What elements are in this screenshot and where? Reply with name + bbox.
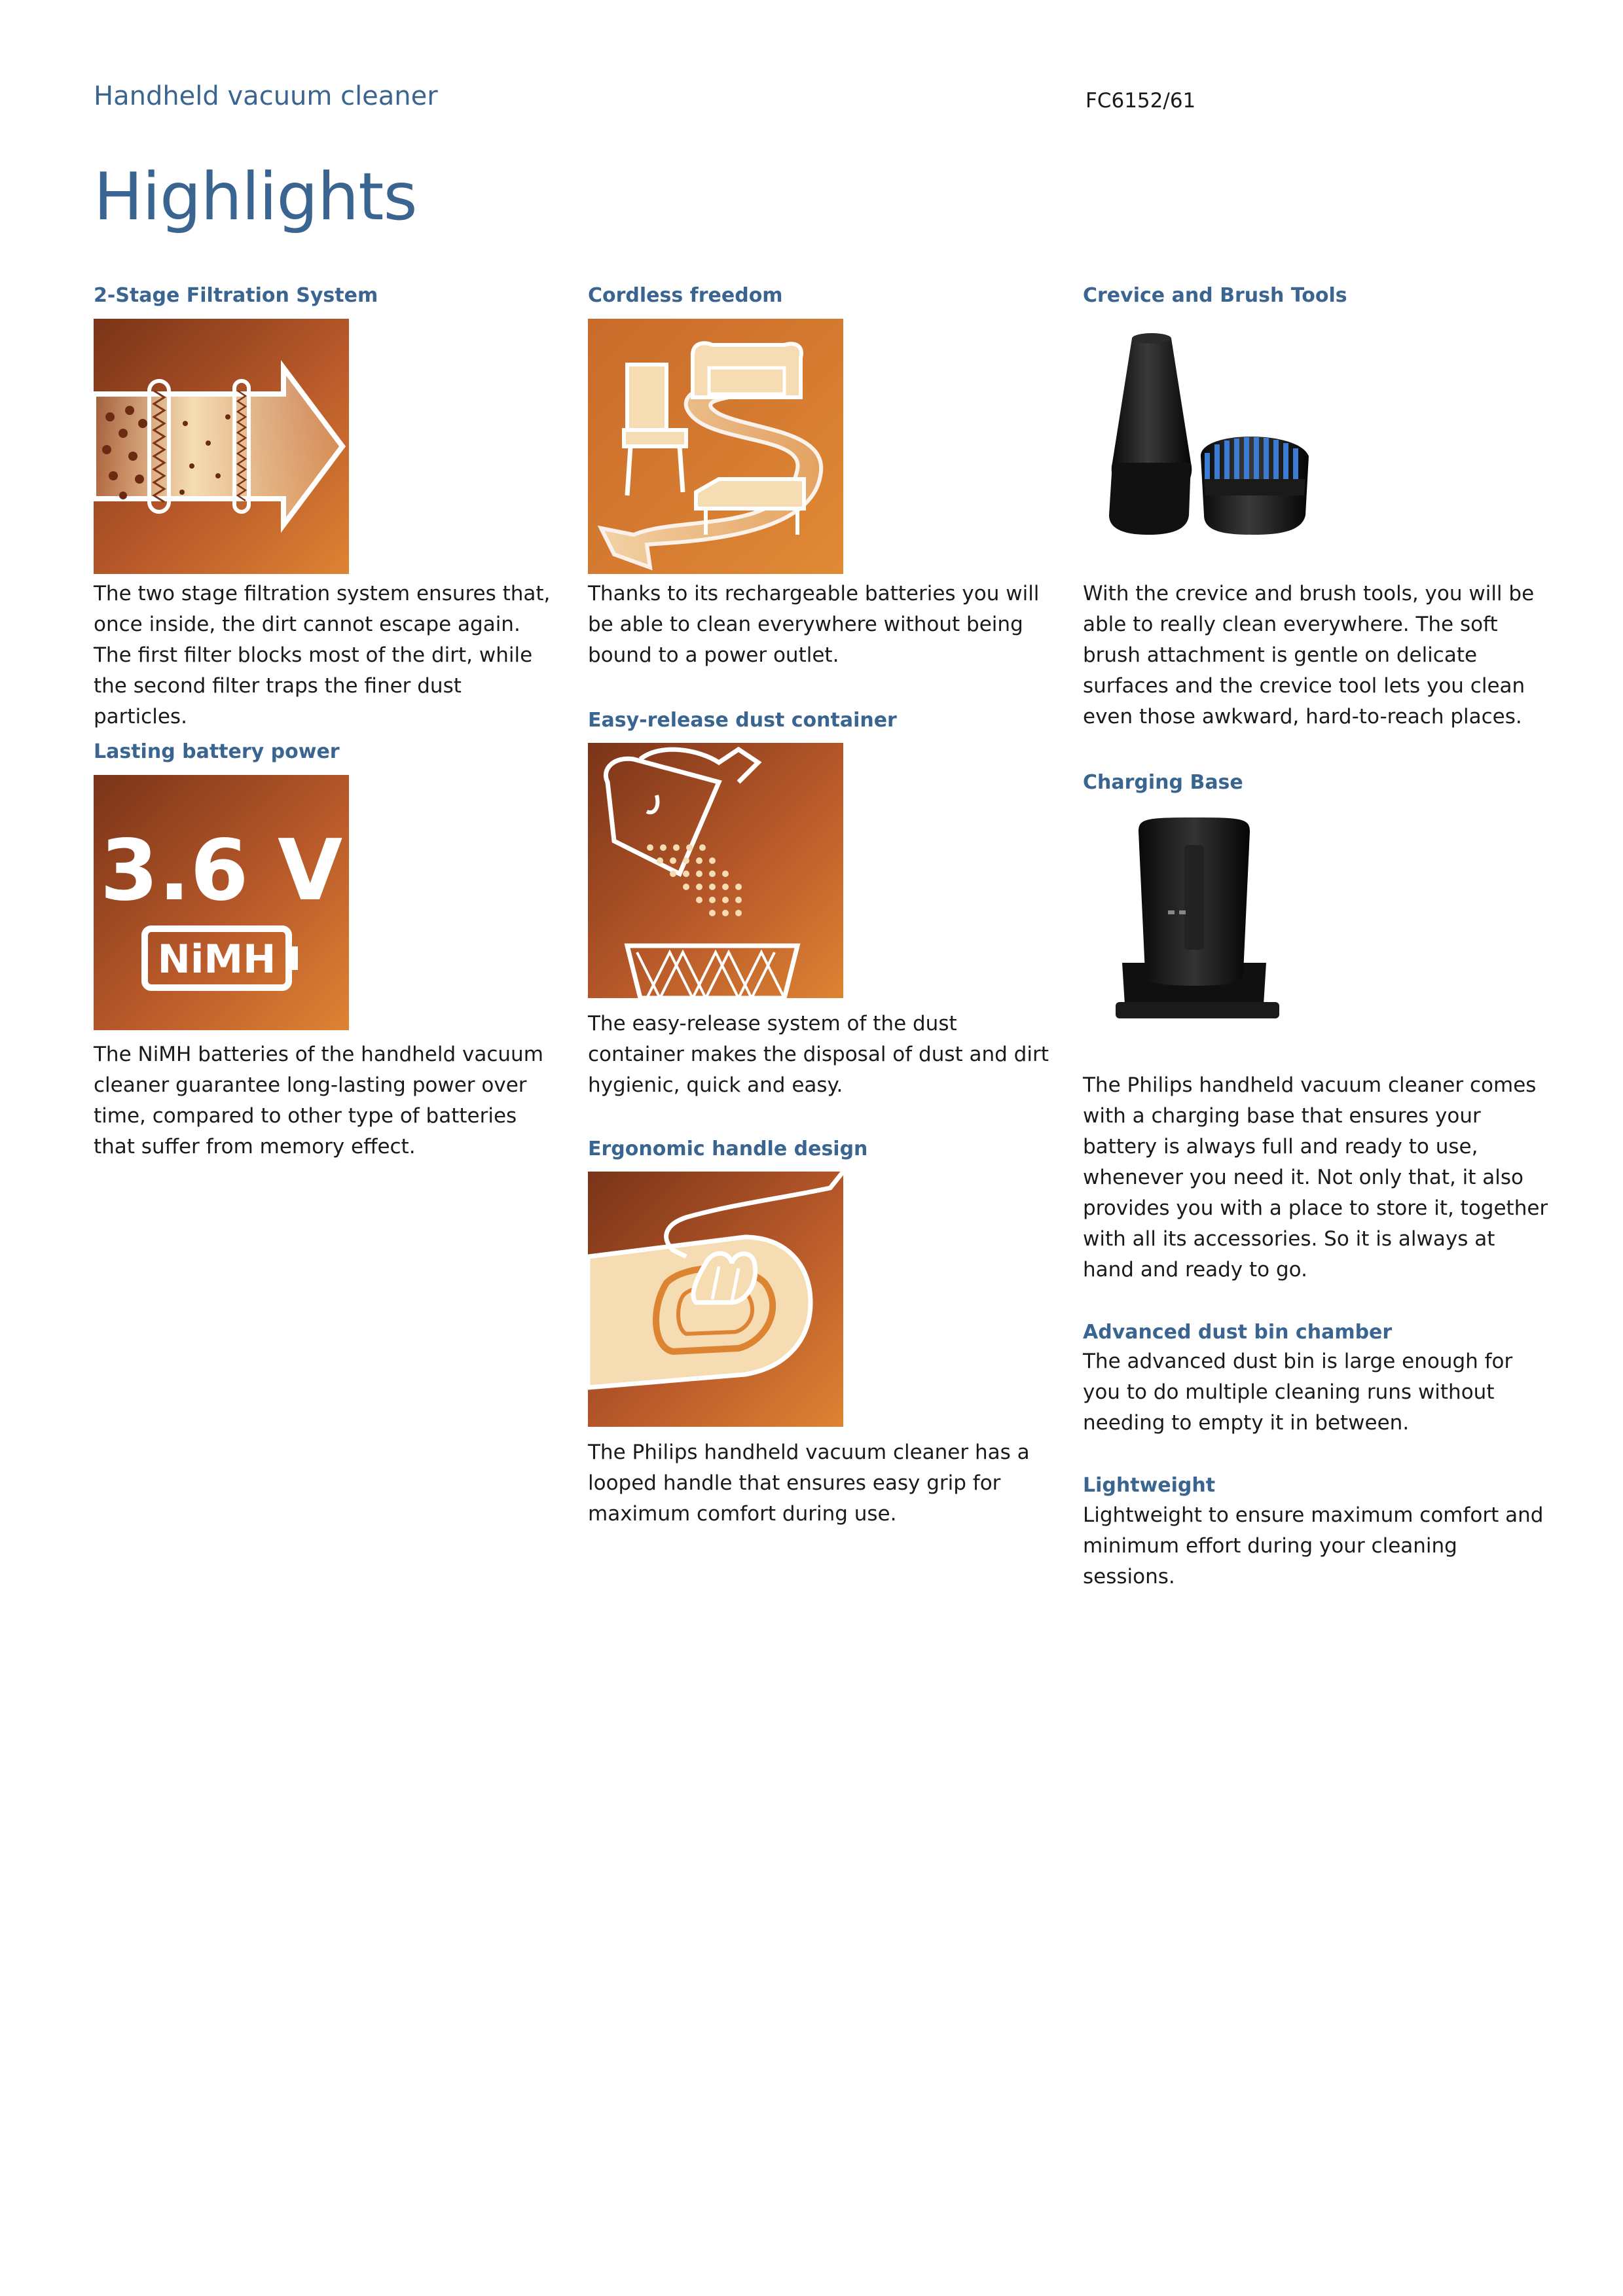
- feature-text-lightweight: Lightweight to ensure maximum comfort and minimum effort during your cleaning sessions.: [1083, 1503, 1544, 1588]
- feature-text-filtration: The two stage filtration system ensures that, once inside, the dirt cannot escape again. The first filter blocks most of the dirt, while the second filter traps the finer dust particles.: [94, 582, 551, 728]
- battery-type: NiMH: [157, 937, 276, 982]
- feature-title-handle: Ergonomic handle design: [588, 1138, 868, 1160]
- feature-title-filtration: 2-Stage Filtration System: [94, 284, 378, 307]
- charging-base-photo: [1083, 806, 1338, 1061]
- feature-text-dust-container: The easy-release system of the dust container makes the disposal of dust and dirt hygienic, quick and easy.: [588, 1012, 1049, 1097]
- page-title: Highlights: [94, 158, 417, 235]
- feature-title-dust-container: Easy-release dust container: [588, 709, 897, 732]
- feature-text-battery: The NiMH batteries of the handheld vacuum cleaner guarantee long-lasting power over time, compared to other type of batteries that suffer from memory effect.: [94, 1043, 543, 1158]
- filtration-icon: [94, 319, 349, 574]
- battery-icon: [94, 775, 349, 1030]
- feature-text-charging-base: The Philips handheld vacuum cleaner comes with a charging base that ensures your battery is always full and ready to use, whenever you need it. Not only that, it also provides you with a place to store it, together with all its accessories. So it is always at hand and ready to go.: [1083, 1073, 1548, 1282]
- feature-text-handle: The Philips handheld vacuum cleaner has a looped handle that ensures easy grip for maximum comfort during use.: [588, 1441, 1030, 1526]
- cordless-icon: [588, 319, 843, 574]
- feature-title-dust-bin: Advanced dust bin chamber: [1083, 1321, 1393, 1344]
- tools-photo: [1083, 319, 1338, 574]
- product-name: Handheld vacuum cleaner: [94, 81, 438, 111]
- battery-voltage: 3.6 V: [100, 822, 343, 920]
- model-number: FC6152/61: [1085, 89, 1196, 113]
- feature-title-lightweight: Lightweight: [1083, 1474, 1216, 1497]
- feature-title-battery: Lasting battery power: [94, 740, 340, 763]
- feature-text-cordless: Thanks to its rechargeable batteries you will be able to clean everywhere without being bound to a power outlet.: [588, 582, 1040, 667]
- feature-text-dust-bin: The advanced dust bin is large enough for you to do multiple cleaning runs without needing to empty it in between.: [1083, 1350, 1513, 1435]
- feature-title-tools: Crevice and Brush Tools: [1083, 284, 1347, 307]
- handle-icon: [588, 1172, 843, 1427]
- feature-title-charging-base: Charging Base: [1083, 771, 1243, 794]
- feature-text-tools: With the crevice and brush tools, you will be able to really clean everywhere. The soft brush attachment is gentle on delicate surfaces and the crevice tool lets you clean even those awkward, hard-to-reach places.: [1083, 582, 1535, 728]
- feature-title-cordless: Cordless freedom: [588, 284, 783, 307]
- dust-container-icon: [588, 743, 843, 998]
